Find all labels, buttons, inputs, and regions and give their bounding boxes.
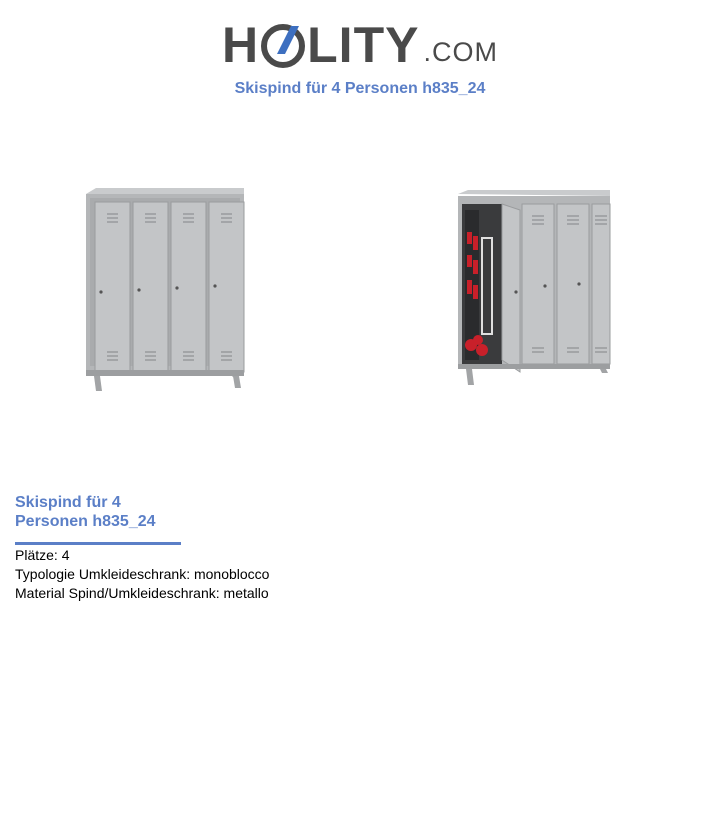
logo-wordmark <box>222 17 498 73</box>
page-title: Skispind für 4 Personen h835_24 <box>234 80 486 97</box>
logo-letters-lity: LITY <box>307 17 420 73</box>
product-title-line-2: Personen h835_24 <box>15 513 156 530</box>
product-image-open <box>452 180 617 395</box>
product-title <box>15 493 185 531</box>
logo-letter-h: H <box>222 17 260 73</box>
product-title-line-1: Skispind für 4 <box>15 494 121 511</box>
spec-locker-type: Typologie Umkleideschrank: monoblocco <box>15 566 270 582</box>
logo-com: .COM <box>423 37 498 67</box>
holity-logo[interactable] <box>0 8 720 73</box>
spec-seats: Plätze: 4 <box>15 547 70 563</box>
product-specs <box>15 546 269 603</box>
spec-material: Material Spind/Umkleideschrank: metallo <box>15 585 269 601</box>
title-underline <box>15 542 181 545</box>
product-image-closed <box>82 180 252 395</box>
logo-o-circle-icon <box>261 24 305 68</box>
